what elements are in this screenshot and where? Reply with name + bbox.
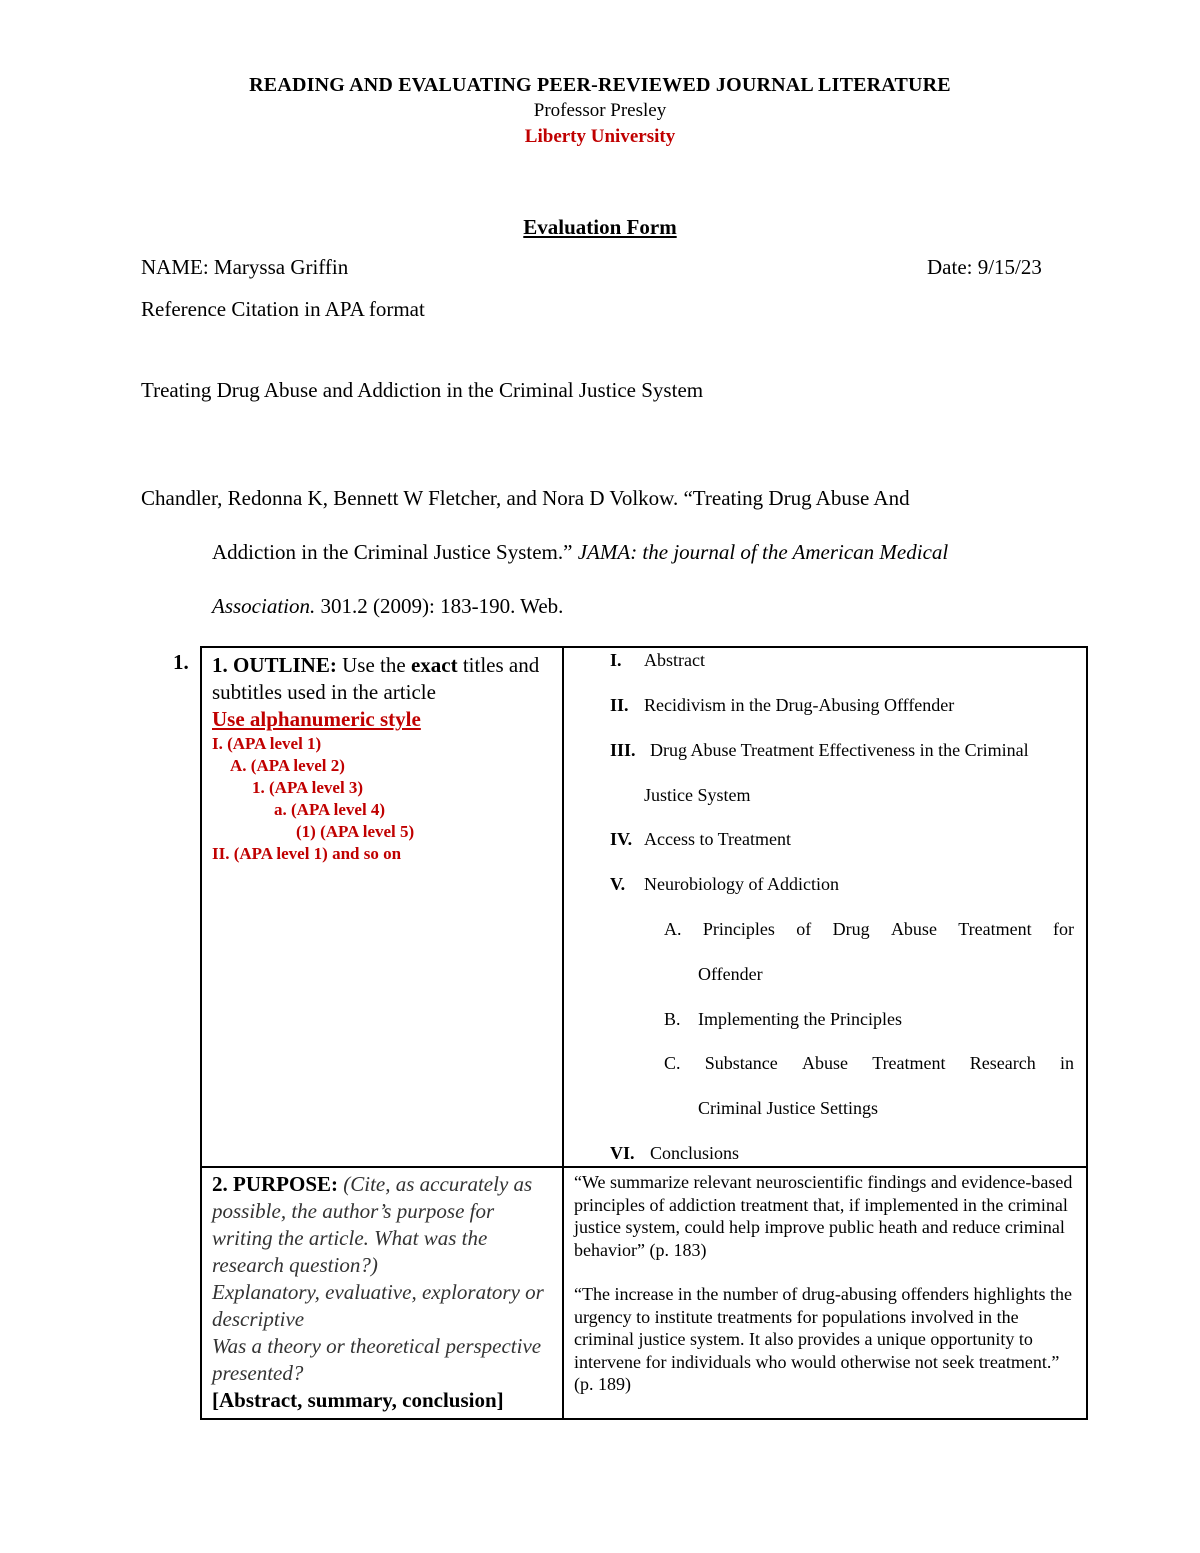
evaluation-table bbox=[200, 646, 1088, 1420]
outline-subitem: C. Substance Abuse Treatment Research in bbox=[664, 1053, 1074, 1073]
outline-subitem: B. Implementing the Principles bbox=[664, 1009, 902, 1029]
student-name: NAME: Maryssa Griffin bbox=[141, 255, 349, 279]
level-5: (1) (APA level 5) bbox=[296, 822, 415, 841]
date-field: Date: 9/15/23 bbox=[927, 255, 1042, 279]
professor-name: Professor Presley bbox=[533, 100, 667, 121]
outline-item: III. Drug Abuse Treatment Effectiveness in the Criminal bbox=[610, 740, 1029, 760]
level-2: A. (APA level 2) bbox=[230, 756, 345, 775]
outline-subitem: A. Principles of Drug Abuse Treatment for bbox=[664, 919, 1074, 939]
level-4: a. (APA level 4) bbox=[274, 800, 386, 819]
university-name: Liberty University bbox=[524, 126, 676, 147]
style-hint: Use alphanumeric style bbox=[212, 707, 421, 731]
outline-item: Justice System bbox=[644, 785, 751, 805]
purpose-quote-2: “The increase in the number of drug-abusing offenders highlights the urgency to institute treatments for populations involved in the criminal justice system. It also provides a unique opportunity to intervene for individuals who would otherwise not seek treatment.” (p. 189) bbox=[574, 1284, 1073, 1394]
theory-prompt: Was a theory or theoretical perspective presented? bbox=[212, 1334, 542, 1385]
outline-item: II. Recidivism in the Drug-Abusing Offfender bbox=[610, 695, 955, 715]
outline-instructions-cell bbox=[201, 647, 563, 1167]
row-number: 1. bbox=[173, 650, 189, 674]
purpose-prompt: 2. PURPOSE: (Cite, as accurately as possible, the author’s purpose for writing the article. What was the research question?) bbox=[212, 1172, 533, 1277]
outline-answer-cell bbox=[563, 647, 1087, 1167]
citation-line-3: Association. 301.2 (2009): 183-190. Web. bbox=[212, 594, 564, 618]
citation-line-2: Addiction in the Criminal Justice System.” JAMA: the journal of the American Medical bbox=[212, 540, 949, 564]
outline-item: V. Neurobiology of Addiction bbox=[610, 874, 839, 894]
citation-line-1: Chandler, Redonna K, Bennett W Fletcher, and Nora D Volkow. “Treating Drug Abuse And bbox=[141, 486, 910, 510]
citation-label: Reference Citation in APA format bbox=[141, 297, 425, 321]
outline-subitem: Offender bbox=[698, 964, 763, 984]
purpose-sources: [Abstract, summary, conclusion] bbox=[212, 1388, 504, 1412]
outline-subitem: Criminal Justice Settings bbox=[698, 1098, 878, 1118]
purpose-type-prompt: Explanatory, evaluative, exploratory or descriptive bbox=[212, 1280, 544, 1331]
purpose-instructions-cell bbox=[201, 1167, 563, 1419]
document-title: READING AND EVALUATING PEER-REVIEWED JOURNAL LITERATURE bbox=[249, 74, 951, 96]
form-title: Evaluation Form bbox=[523, 215, 677, 239]
outline-item: VI. Conclusions bbox=[610, 1143, 740, 1163]
level-3: 1. (APA level 3) bbox=[252, 778, 364, 797]
purpose-quote-1: “We summarize relevant neuroscientific findings and evidence-based principles of addiction treatment that, if implemented in the criminal justice system, could help improve public heath and reduce criminal behavior” (p. 183) bbox=[574, 1172, 1073, 1260]
level-1: I. (APA level 1) bbox=[212, 734, 322, 753]
article-title: Treating Drug Abuse and Addiction in the Criminal Justice System bbox=[141, 378, 704, 402]
outline-instructions: 1. OUTLINE: Use the exact titles and subtitles used in the article bbox=[212, 653, 540, 704]
purpose-answer-cell bbox=[563, 1167, 1087, 1419]
level-1-next: II. (APA level 1) and so on bbox=[212, 844, 402, 863]
outline-item: IV. Access to Treatment bbox=[610, 829, 791, 849]
outline-item: I. Abstract bbox=[610, 650, 705, 670]
